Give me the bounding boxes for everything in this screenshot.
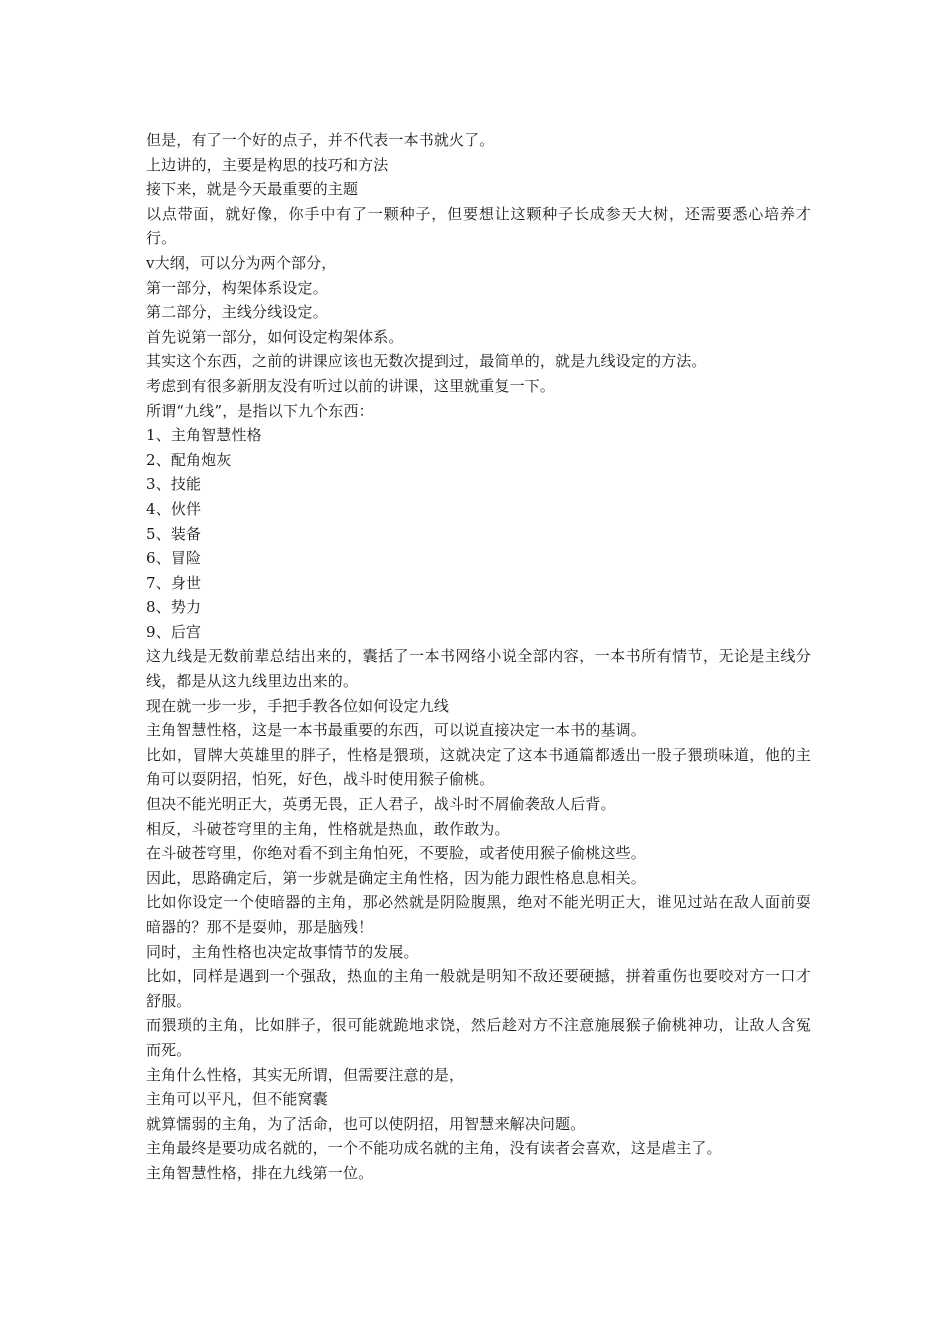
paragraph: 而猥琐的主角，比如胖子，很可能就跪地求饶，然后趁对方不注意施展猴子偷桃神功，让敌人含冤而死。 — [146, 1016, 811, 1059]
list-item: 4、伙伴 — [146, 499, 202, 518]
paragraph: 但是，有了一个好的点子，并不代表一本书就火了。 — [146, 131, 495, 149]
paragraph: 就算懦弱的主角，为了活命，也可以使阴招，用智慧来解决问题。 — [146, 1114, 586, 1133]
document-body — [146, 128, 811, 1186]
paragraph: 主角什么性格，其实无所谓，但需要注意的是， — [146, 1065, 465, 1084]
paragraph: 所谓“九线”，是指以下九个东西： — [146, 401, 374, 420]
paragraph: 第二部分，主线分线设定。 — [146, 303, 328, 322]
paragraph: 主角可以平凡，但不能窝囊 — [146, 1090, 328, 1109]
list-item: 7、身世 — [146, 573, 202, 592]
list-item: 5、装备 — [146, 524, 202, 543]
list-item: 2、配角炮灰 — [146, 450, 232, 469]
paragraph: 比如，冒牌大英雄里的胖子，性格是猥琐，这就决定了这本书通篇都透出一股子猥琐味道，他的主角可以耍阴招，怕死，好色，战斗时使用猴子偷桃。 — [146, 745, 811, 789]
list-item: 3、技能 — [146, 475, 202, 494]
paragraph: 主角智慧性格，排在九线第一位。 — [146, 1163, 374, 1182]
paragraph: 这九线是无数前辈总结出来的，囊括了一本书网络小说全部内容，一本书所有情节，无论是主线分线，都是从这九线里边出来的。 — [146, 647, 811, 691]
paragraph: 其实这个东西，之前的讲课应该也无数次提到过，最简单的，就是九线设定的方法。 — [146, 352, 707, 371]
paragraph: 同时，主角性格也决定故事情节的发展。 — [146, 942, 419, 961]
list-item: 9、后宫 — [146, 622, 202, 641]
paragraph: 考虑到有很多新朋友没有听过以前的讲课，这里就重复一下。 — [146, 376, 556, 395]
paragraph: 比如你设定一个使暗器的主角，那必然就是阴险腹黑，绝对不能光明正大，谁见过站在敌人面前耍暗器的？那不是耍帅，那是脑残！ — [146, 893, 811, 936]
paragraph: 以点带面，就好像，你手中有了一颗种子，但要想让这颗种子长成参天大树，还需要悉心培养才行。 — [146, 204, 811, 248]
paragraph: 主角智慧性格，这是一本书最重要的东西，可以说直接决定一本书的基调。 — [146, 721, 646, 740]
paragraph: 相反，斗破苍穹里的主角，性格就是热血，敢作敢为。 — [146, 819, 510, 838]
paragraph: v大纲，可以分为两个部分， — [146, 253, 337, 272]
paragraph: 因此，思路确定后，第一步就是确定主角性格，因为能力跟性格息息相关。 — [146, 868, 646, 887]
paragraph: 现在就一步一步，手把手教各位如何设定九线 — [146, 696, 450, 715]
paragraph: 上边讲的，主要是构思的技巧和方法 — [146, 155, 389, 174]
paragraph: 接下来，就是今天最重要的主题 — [146, 180, 359, 199]
paragraph: 比如，同样是遇到一个强敌，热血的主角一般就是明知不敌还要硬撼，拼着重伤也要咬对方一口才舒服。 — [146, 967, 811, 1010]
paragraph: 第一部分，构架体系设定。 — [146, 278, 328, 297]
list-item: 1、主角智慧性格 — [146, 426, 262, 445]
list-item: 6、冒险 — [146, 549, 202, 568]
paragraph: 但决不能光明正大，英勇无畏，正人君子，战斗时不屑偷袭敌人后背。 — [146, 795, 616, 814]
paragraph: 主角最终是要功成名就的，一个不能功成名就的主角，没有读者会喜欢，这是虐主了。 — [146, 1139, 722, 1158]
paragraph: 首先说第一部分，如何设定构架体系。 — [146, 327, 404, 346]
list-item: 8、势力 — [146, 598, 202, 617]
paragraph: 在斗破苍穹里，你绝对看不到主角怕死，不要脸，或者使用猴子偷桃这些。 — [146, 844, 646, 863]
